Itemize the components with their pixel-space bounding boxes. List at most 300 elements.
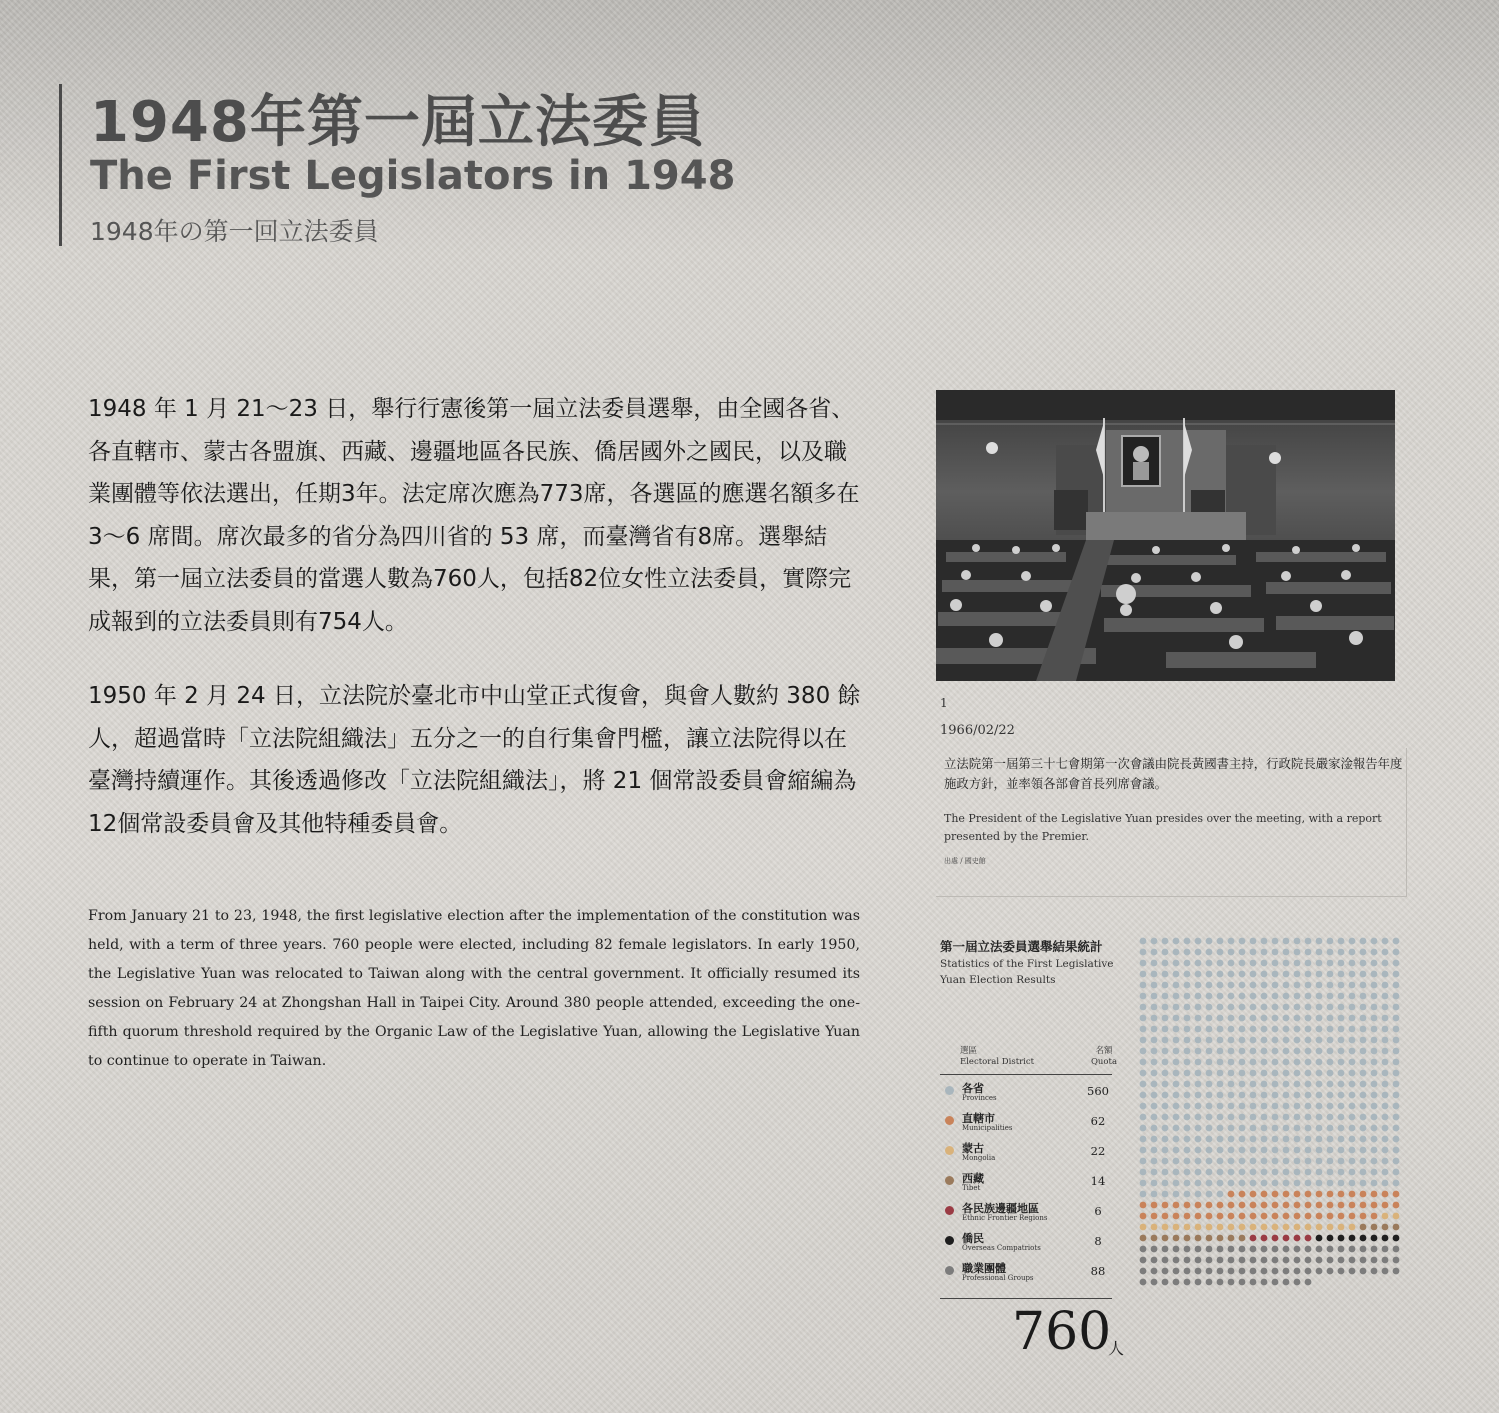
seat-dot-professional-groups — [1261, 1279, 1268, 1286]
seat-dot-provinces — [1349, 1059, 1356, 1066]
seat-dot-provinces — [1283, 960, 1290, 967]
seat-dot-provinces — [1195, 1147, 1202, 1154]
seat-dot-provinces — [1239, 1158, 1246, 1165]
seat-dot-provinces — [1162, 1048, 1169, 1055]
seat-dot-provinces — [1195, 1191, 1202, 1198]
seat-dot-provinces — [1360, 1103, 1367, 1110]
seat-dot-provinces — [1162, 1015, 1169, 1022]
seat-dot-provinces — [1327, 982, 1334, 989]
legend-row-provinces — [940, 1080, 1112, 1110]
seat-dot-provinces — [1371, 938, 1378, 945]
seat-dot-provinces — [1327, 1169, 1334, 1176]
seat-dot-provinces — [1173, 1059, 1180, 1066]
seat-dot-provinces — [1261, 971, 1268, 978]
seat-dot-provinces — [1173, 1191, 1180, 1198]
seat-dot-provinces — [1349, 993, 1356, 1000]
seat-dot-provinces — [1151, 1070, 1158, 1077]
seat-dot-provinces — [1151, 949, 1158, 956]
seat-dot-provinces — [1371, 949, 1378, 956]
seat-dot-provinces — [1151, 1136, 1158, 1143]
seat-dot-provinces — [1382, 1070, 1389, 1077]
seat-dot-provinces — [1173, 960, 1180, 967]
seat-dot-municipalities — [1250, 1213, 1257, 1220]
seat-dot-municipalities — [1250, 1202, 1257, 1209]
seat-dot-provinces — [1140, 1059, 1147, 1066]
seat-dot-provinces — [1151, 1180, 1158, 1187]
seat-dot-provinces — [1360, 1081, 1367, 1088]
seat-dot-provinces — [1228, 1015, 1235, 1022]
seat-dot-provinces — [1261, 938, 1268, 945]
seat-dot-provinces — [1228, 1037, 1235, 1044]
seat-dot-provinces — [1349, 1180, 1356, 1187]
seat-dot-provinces — [1283, 949, 1290, 956]
seat-dot-provinces — [1294, 1015, 1301, 1022]
seat-dot-provinces — [1195, 1125, 1202, 1132]
seat-dot-provinces — [1327, 1004, 1334, 1011]
seat-dot-provinces — [1195, 1070, 1202, 1077]
seat-dot-municipalities — [1195, 1213, 1202, 1220]
seat-dot-professional-groups — [1239, 1279, 1246, 1286]
seat-dot-provinces — [1272, 1059, 1279, 1066]
seat-dot-provinces — [1283, 1015, 1290, 1022]
seat-dot-provinces — [1239, 1103, 1246, 1110]
seat-dot-provinces — [1173, 1125, 1180, 1132]
seat-dot-provinces — [1371, 1136, 1378, 1143]
seat-dot-provinces — [1184, 1004, 1191, 1011]
seat-dot-municipalities — [1272, 1202, 1279, 1209]
seat-dot-mongolia — [1283, 1224, 1290, 1231]
seat-dot-provinces — [1261, 1015, 1268, 1022]
seat-dot-municipalities — [1327, 1191, 1334, 1198]
seat-dot-provinces — [1173, 949, 1180, 956]
seat-dot-professional-groups — [1294, 1257, 1301, 1264]
seat-dot-provinces — [1294, 1136, 1301, 1143]
seat-dot-ethnic-frontier-regions — [1250, 1235, 1257, 1242]
seat-dot-provinces — [1261, 960, 1268, 967]
seat-dot-tibet — [1217, 1235, 1224, 1242]
seat-dot-municipalities — [1151, 1202, 1158, 1209]
seat-dot-provinces — [1151, 1147, 1158, 1154]
seat-dot-provinces — [1162, 971, 1169, 978]
seat-dot-provinces — [1250, 1125, 1257, 1132]
seat-dot-provinces — [1250, 1059, 1257, 1066]
seat-dot-municipalities — [1184, 1202, 1191, 1209]
seat-dot-provinces — [1217, 949, 1224, 956]
seat-dot-provinces — [1360, 1026, 1367, 1033]
seat-dot-provinces — [1151, 1004, 1158, 1011]
seat-dot-provinces — [1206, 1059, 1213, 1066]
seat-dot-provinces — [1316, 1147, 1323, 1154]
legend-label-zh: 各民族邊疆地區 — [962, 1202, 1039, 1215]
seat-dot-provinces — [1261, 1114, 1268, 1121]
seat-dot-provinces — [1162, 960, 1169, 967]
seat-dot-provinces — [1140, 1026, 1147, 1033]
seat-dot-provinces — [1294, 1059, 1301, 1066]
seat-dot-provinces — [1173, 982, 1180, 989]
seat-dot-tibet — [1140, 1235, 1147, 1242]
seat-dot-provinces — [1283, 971, 1290, 978]
legend-label-zh: 僑民 — [962, 1232, 984, 1245]
seat-dot-professional-groups — [1349, 1246, 1356, 1253]
seat-dot-professional-groups — [1217, 1246, 1224, 1253]
seat-dot-provinces — [1206, 1169, 1213, 1176]
seat-dot-professional-groups — [1393, 1246, 1400, 1253]
seat-dot-professional-groups — [1228, 1268, 1235, 1275]
seat-dot-provinces — [1316, 1059, 1323, 1066]
seat-dot-professional-groups — [1338, 1268, 1345, 1275]
seat-dot-provinces — [1162, 1059, 1169, 1066]
seat-dot-professional-groups — [1382, 1257, 1389, 1264]
header-quota-en: Quota — [1090, 1057, 1118, 1067]
seat-dot-provinces — [1349, 1147, 1356, 1154]
seat-dot-municipalities — [1250, 1191, 1257, 1198]
seat-dot-provinces — [1316, 982, 1323, 989]
seat-dot-professional-groups — [1305, 1268, 1312, 1275]
seat-dot-provinces — [1393, 1180, 1400, 1187]
seat-dot-provinces — [1261, 1125, 1268, 1132]
seat-dot-provinces — [1261, 993, 1268, 1000]
seat-dot-provinces — [1327, 993, 1334, 1000]
seat-dot-provinces — [1151, 971, 1158, 978]
seat-dot-professional-groups — [1162, 1246, 1169, 1253]
seat-dot-provinces — [1349, 1136, 1356, 1143]
seat-dot-provinces — [1173, 1081, 1180, 1088]
legend-label-en: Overseas Compatriots — [962, 1244, 1041, 1252]
seat-dot-provinces — [1338, 1158, 1345, 1165]
seat-dot-provinces — [1250, 1070, 1257, 1077]
seat-dot-professional-groups — [1151, 1268, 1158, 1275]
seat-dot-provinces — [1140, 1081, 1147, 1088]
seat-dot-provinces — [1217, 1059, 1224, 1066]
seat-dot-provinces — [1338, 1125, 1345, 1132]
seat-dot-provinces — [1228, 1136, 1235, 1143]
seat-dot-municipalities — [1349, 1191, 1356, 1198]
seat-dot-provinces — [1371, 982, 1378, 989]
seat-dot-provinces — [1349, 1125, 1356, 1132]
seat-dot-provinces — [1261, 1048, 1268, 1055]
seat-dot-provinces — [1195, 960, 1202, 967]
seat-dot-mongolia — [1173, 1224, 1180, 1231]
seat-dot-provinces — [1349, 1092, 1356, 1099]
seat-dot-provinces — [1206, 1180, 1213, 1187]
seat-dot-provinces — [1250, 1081, 1257, 1088]
seat-dot-provinces — [1239, 1026, 1246, 1033]
legend-label-en: Mongolia — [962, 1154, 996, 1162]
seat-dot-professional-groups — [1184, 1268, 1191, 1275]
seat-dot-provinces — [1371, 1169, 1378, 1176]
seat-dot-provinces — [1217, 1125, 1224, 1132]
seat-dot-provinces — [1371, 1048, 1378, 1055]
seat-dot-provinces — [1250, 1158, 1257, 1165]
legend-value: 560 — [1087, 1084, 1109, 1098]
seat-dot-provinces — [1250, 982, 1257, 989]
seat-dot-provinces — [1338, 1015, 1345, 1022]
seat-dot-provinces — [1393, 949, 1400, 956]
seat-dot-professional-groups — [1272, 1246, 1279, 1253]
seat-dot-provinces — [1294, 1158, 1301, 1165]
seat-dot-professional-groups — [1305, 1246, 1312, 1253]
seat-dot-professional-groups — [1173, 1279, 1180, 1286]
seat-dot-provinces — [1305, 1103, 1312, 1110]
seat-dot-municipalities — [1371, 1202, 1378, 1209]
seat-dot-provinces — [1294, 1092, 1301, 1099]
seat-dot-provinces — [1195, 1037, 1202, 1044]
seat-dot-professional-groups — [1184, 1246, 1191, 1253]
seat-dot-professional-groups — [1316, 1246, 1323, 1253]
seat-dot-provinces — [1217, 1169, 1224, 1176]
seat-dot-provinces — [1316, 1092, 1323, 1099]
legend-row-professional — [940, 1260, 1112, 1290]
seat-dot-provinces — [1173, 1004, 1180, 1011]
seat-dot-provinces — [1217, 938, 1224, 945]
seat-dot-municipalities — [1382, 1202, 1389, 1209]
legend-label-en: Provinces — [962, 1094, 997, 1102]
seat-dot-provinces — [1184, 1037, 1191, 1044]
seat-dot-provinces — [1217, 1037, 1224, 1044]
seat-dot-provinces — [1261, 1026, 1268, 1033]
seat-dot-professional-groups — [1217, 1279, 1224, 1286]
seat-dot-grid — [1137, 935, 1402, 1365]
seat-dot-provinces — [1316, 1158, 1323, 1165]
seat-dot-provinces — [1151, 938, 1158, 945]
seat-dot-provinces — [1151, 960, 1158, 967]
seat-dot-professional-groups — [1272, 1279, 1279, 1286]
seat-dot-provinces — [1228, 1180, 1235, 1187]
seat-dot-professional-groups — [1206, 1246, 1213, 1253]
legend-label-zh: 職業團體 — [962, 1262, 1006, 1275]
seat-dot-provinces — [1305, 949, 1312, 956]
seat-dot-tibet — [1371, 1224, 1378, 1231]
photo-date: 1966/02/22 — [940, 723, 1015, 738]
seat-dot-provinces — [1338, 1081, 1345, 1088]
seat-dot-provinces — [1239, 993, 1246, 1000]
legend-label-en: Professional Groups — [962, 1274, 1034, 1282]
seat-dot-provinces — [1206, 960, 1213, 967]
seat-dot-provinces — [1371, 1125, 1378, 1132]
seat-dot-provinces — [1393, 1136, 1400, 1143]
seat-dot-provinces — [1228, 1092, 1235, 1099]
seat-dot-provinces — [1206, 971, 1213, 978]
seat-dot-provinces — [1327, 1059, 1334, 1066]
seat-dot-provinces — [1393, 1114, 1400, 1121]
photo-number: 1 — [940, 696, 948, 710]
legend-value: 6 — [1094, 1204, 1102, 1218]
seat-dot-provinces — [1162, 1070, 1169, 1077]
seat-dot-provinces — [1195, 1015, 1202, 1022]
seat-dot-provinces — [1382, 1015, 1389, 1022]
legend-value: 62 — [1090, 1114, 1106, 1128]
legend-row-municipalities — [940, 1110, 1112, 1140]
seat-dot-provinces — [1140, 1114, 1147, 1121]
seat-dot-provinces — [1261, 1070, 1268, 1077]
seat-dot-provinces — [1140, 1015, 1147, 1022]
legend-dot-icon — [945, 1236, 954, 1245]
seat-dot-mongolia — [1151, 1224, 1158, 1231]
seat-dot-provinces — [1349, 1048, 1356, 1055]
seat-dot-provinces — [1349, 1026, 1356, 1033]
seat-dot-provinces — [1283, 982, 1290, 989]
seat-dot-provinces — [1338, 1114, 1345, 1121]
seat-dot-provinces — [1184, 982, 1191, 989]
seat-dot-provinces — [1250, 1026, 1257, 1033]
seat-dot-provinces — [1393, 1004, 1400, 1011]
seat-dot-provinces — [1371, 1147, 1378, 1154]
seat-dot-professional-groups — [1140, 1279, 1147, 1286]
seat-dot-provinces — [1206, 1081, 1213, 1088]
seat-dot-municipalities — [1173, 1202, 1180, 1209]
seat-dot-municipalities — [1382, 1191, 1389, 1198]
seat-dot-provinces — [1195, 1026, 1202, 1033]
seat-dot-professional-groups — [1272, 1268, 1279, 1275]
seat-dot-professional-groups — [1327, 1246, 1334, 1253]
seat-dot-municipalities — [1173, 1213, 1180, 1220]
seat-dot-provinces — [1261, 1103, 1268, 1110]
seat-dot-provinces — [1228, 1125, 1235, 1132]
seat-dot-provinces — [1360, 960, 1367, 967]
seat-dot-provinces — [1261, 949, 1268, 956]
seat-dot-tibet — [1173, 1235, 1180, 1242]
seat-dot-provinces — [1305, 960, 1312, 967]
seat-dot-provinces — [1294, 993, 1301, 1000]
seat-dot-professional-groups — [1349, 1268, 1356, 1275]
seat-dot-provinces — [1173, 1103, 1180, 1110]
seat-dot-provinces — [1382, 1169, 1389, 1176]
seat-dot-provinces — [1349, 982, 1356, 989]
seat-dot-provinces — [1261, 1158, 1268, 1165]
seat-dot-municipalities — [1228, 1202, 1235, 1209]
seat-dot-municipalities — [1316, 1202, 1323, 1209]
seat-dot-provinces — [1184, 1048, 1191, 1055]
seat-dot-provinces — [1151, 982, 1158, 989]
seat-dot-provinces — [1382, 1059, 1389, 1066]
seat-dot-provinces — [1162, 1081, 1169, 1088]
seat-dot-municipalities — [1239, 1191, 1246, 1198]
seat-dot-provinces — [1195, 1114, 1202, 1121]
seat-dot-provinces — [1371, 1015, 1378, 1022]
stats-title-english: Statistics of the First Legislative Yuan Election Results — [940, 958, 1114, 986]
legend-header — [940, 1044, 1118, 1075]
seat-dot-provinces — [1228, 982, 1235, 989]
seat-dot-provinces — [1272, 1180, 1279, 1187]
seat-dot-provinces — [1272, 982, 1279, 989]
seat-dot-provinces — [1382, 949, 1389, 956]
seat-dot-municipalities — [1184, 1213, 1191, 1220]
seat-dot-municipalities — [1162, 1213, 1169, 1220]
legend-row-tibet — [940, 1170, 1112, 1200]
seat-dot-tibet — [1184, 1235, 1191, 1242]
seat-dot-provinces — [1327, 1180, 1334, 1187]
seat-dot-provinces — [1371, 1070, 1378, 1077]
seat-dot-provinces — [1393, 1103, 1400, 1110]
seat-dot-provinces — [1173, 1147, 1180, 1154]
seat-dot-provinces — [1140, 1103, 1147, 1110]
seat-dot-provinces — [1206, 1015, 1213, 1022]
seat-dot-provinces — [1316, 938, 1323, 945]
seat-dot-provinces — [1195, 1092, 1202, 1099]
seat-dot-provinces — [1305, 1158, 1312, 1165]
seat-dot-provinces — [1162, 1092, 1169, 1099]
seat-dot-provinces — [1151, 1015, 1158, 1022]
seat-dot-provinces — [1140, 971, 1147, 978]
seat-dot-provinces — [1173, 938, 1180, 945]
seat-dot-provinces — [1195, 938, 1202, 945]
seat-dot-provinces — [1184, 1070, 1191, 1077]
seat-dot-provinces — [1305, 938, 1312, 945]
seat-dot-provinces — [1239, 1180, 1246, 1187]
seat-dot-provinces — [1338, 938, 1345, 945]
seat-dot-provinces — [1239, 1015, 1246, 1022]
seat-dot-provinces — [1151, 1092, 1158, 1099]
seat-dot-provinces — [1327, 1081, 1334, 1088]
seat-dot-municipalities — [1338, 1202, 1345, 1209]
seat-dot-provinces — [1349, 1037, 1356, 1044]
seat-dot-provinces — [1294, 1169, 1301, 1176]
seat-dot-provinces — [1305, 1136, 1312, 1143]
seat-dot-provinces — [1371, 1004, 1378, 1011]
seat-dot-provinces — [1140, 1092, 1147, 1099]
seat-dot-provinces — [1360, 1158, 1367, 1165]
seat-dot-provinces — [1371, 993, 1378, 1000]
seat-dot-municipalities — [1206, 1213, 1213, 1220]
seat-dot-provinces — [1382, 1125, 1389, 1132]
seat-dot-provinces — [1250, 1004, 1257, 1011]
seat-dot-provinces — [1184, 993, 1191, 1000]
seat-dot-provinces — [1217, 1070, 1224, 1077]
seat-dot-provinces — [1272, 1081, 1279, 1088]
seat-dot-professional-groups — [1349, 1257, 1356, 1264]
seat-dot-provinces — [1316, 1081, 1323, 1088]
seat-dot-provinces — [1217, 1026, 1224, 1033]
seat-dot-professional-groups — [1371, 1246, 1378, 1253]
seat-dot-professional-groups — [1239, 1257, 1246, 1264]
seat-dot-mongolia — [1206, 1224, 1213, 1231]
seat-dot-provinces — [1283, 1048, 1290, 1055]
assembly-hall-photo — [936, 390, 1395, 681]
seat-dot-provinces — [1360, 982, 1367, 989]
seat-dot-provinces — [1393, 1169, 1400, 1176]
seat-dot-provinces — [1239, 949, 1246, 956]
seat-dot-provinces — [1184, 949, 1191, 956]
seat-dot-provinces — [1305, 1048, 1312, 1055]
seat-dot-professional-groups — [1151, 1246, 1158, 1253]
seat-dot-provinces — [1349, 1004, 1356, 1011]
seat-dot-professional-groups — [1217, 1257, 1224, 1264]
seat-dot-provinces — [1151, 1125, 1158, 1132]
seat-dot-provinces — [1162, 1026, 1169, 1033]
seat-dot-tibet — [1151, 1235, 1158, 1242]
legend-label-zh: 蒙古 — [962, 1142, 984, 1155]
seat-dot-provinces — [1360, 1015, 1367, 1022]
seat-dot-professional-groups — [1283, 1268, 1290, 1275]
seat-dot-municipalities — [1261, 1191, 1268, 1198]
seat-dot-provinces — [1184, 1015, 1191, 1022]
seat-dot-municipalities — [1261, 1213, 1268, 1220]
seat-dot-provinces — [1184, 1147, 1191, 1154]
seat-dot-municipalities — [1228, 1191, 1235, 1198]
seat-dot-mongolia — [1250, 1224, 1257, 1231]
seat-dot-municipalities — [1327, 1213, 1334, 1220]
seat-dot-municipalities — [1140, 1213, 1147, 1220]
seat-dot-provinces — [1316, 1037, 1323, 1044]
seat-dot-provinces — [1327, 1037, 1334, 1044]
seat-dot-provinces — [1195, 1004, 1202, 1011]
seat-dot-provinces — [1371, 960, 1378, 967]
seat-dot-mongolia — [1294, 1224, 1301, 1231]
seat-dot-provinces — [1294, 938, 1301, 945]
seat-dot-provinces — [1206, 938, 1213, 945]
seat-dot-provinces — [1393, 960, 1400, 967]
seat-dot-provinces — [1305, 1004, 1312, 1011]
